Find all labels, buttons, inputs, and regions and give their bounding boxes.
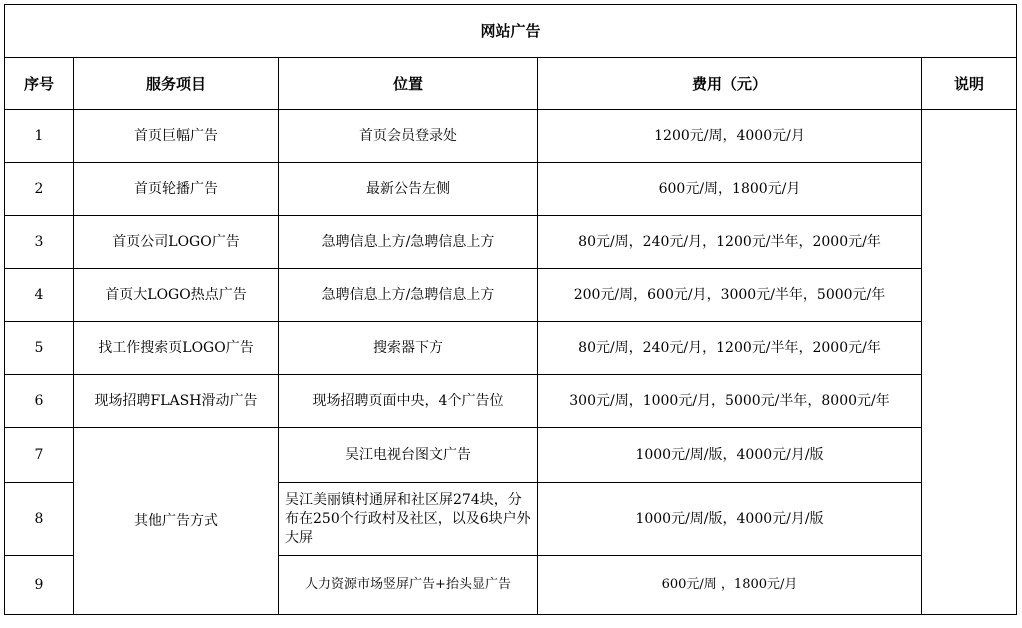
- cell-fee: 600元/周，1800元/月: [538, 163, 922, 216]
- cell-location: 吴江美丽镇村通屏和社区屏274块，分布在250个行政村及社区，以及6块户外大屏: [279, 483, 538, 556]
- cell-index: 4: [5, 269, 74, 322]
- cell-service: 首页轮播广告: [74, 163, 279, 216]
- header-fee: 费用（元）: [538, 58, 922, 110]
- cell-location: 现场招聘页面中央，4个广告位: [279, 375, 538, 428]
- cell-fee: 1200元/周，4000元/月: [538, 110, 922, 163]
- cell-service: 首页大LOGO热点广告: [74, 269, 279, 322]
- cell-location: 急聘信息上方/急聘信息上方: [279, 269, 538, 322]
- cell-location: 急聘信息上方/急聘信息上方: [279, 216, 538, 269]
- cell-service: 现场招聘FLASH滑动广告: [74, 375, 279, 428]
- cell-fee: 300元/周，1000元/月，5000元/半年，8000元/年: [538, 375, 922, 428]
- cell-index: 3: [5, 216, 74, 269]
- table-row: [5, 322, 1017, 375]
- cell-service: 首页公司LOGO广告: [74, 216, 279, 269]
- table-row: [5, 216, 1017, 269]
- table-row: [5, 110, 1017, 163]
- cell-index: 5: [5, 322, 74, 375]
- cell-index: 9: [5, 556, 74, 615]
- table-title: 网站广告: [5, 5, 1017, 58]
- table-row: [5, 163, 1017, 216]
- cell-location: 最新公告左侧: [279, 163, 538, 216]
- cell-fee: 600元/周 ，1800元/月: [538, 556, 922, 615]
- table-row: [5, 269, 1017, 322]
- cell-fee: 80元/周，240元/月，1200元/半年，2000元/年: [538, 216, 922, 269]
- cell-location: 搜索器下方: [279, 322, 538, 375]
- table-header-row: [5, 58, 1017, 110]
- header-note: 说明: [922, 58, 1017, 110]
- cell-index: 8: [5, 483, 74, 556]
- ad-pricing-table: [4, 4, 1017, 615]
- table-row: [5, 428, 1017, 483]
- cell-service: 其他广告方式: [74, 428, 279, 615]
- cell-fee: 200元/周，600元/月，3000元/半年，5000元/年: [538, 269, 922, 322]
- cell-location: 吴江电视台图文广告: [279, 428, 538, 483]
- cell-fee: 80元/周，240元/月，1200元/半年，2000元/年: [538, 322, 922, 375]
- cell-index: 1: [5, 110, 74, 163]
- cell-fee: 1000元/周/版，4000元/月/版: [538, 428, 922, 483]
- table-title-row: [5, 5, 1017, 58]
- cell-location: 首页会员登录处: [279, 110, 538, 163]
- cell-index: 6: [5, 375, 74, 428]
- cell-service: 首页巨幅广告: [74, 110, 279, 163]
- cell-note: [922, 110, 1017, 615]
- header-index: 序号: [5, 58, 74, 110]
- cell-fee: 1000元/周/版，4000元/月/版: [538, 483, 922, 556]
- cell-service: 找工作搜索页LOGO广告: [74, 322, 279, 375]
- header-location: 位置: [279, 58, 538, 110]
- cell-index: 7: [5, 428, 74, 483]
- cell-location: 人力资源市场竖屏广告+抬头显广告: [279, 556, 538, 615]
- cell-index: 2: [5, 163, 74, 216]
- header-service: 服务项目: [74, 58, 279, 110]
- table-row: [5, 375, 1017, 428]
